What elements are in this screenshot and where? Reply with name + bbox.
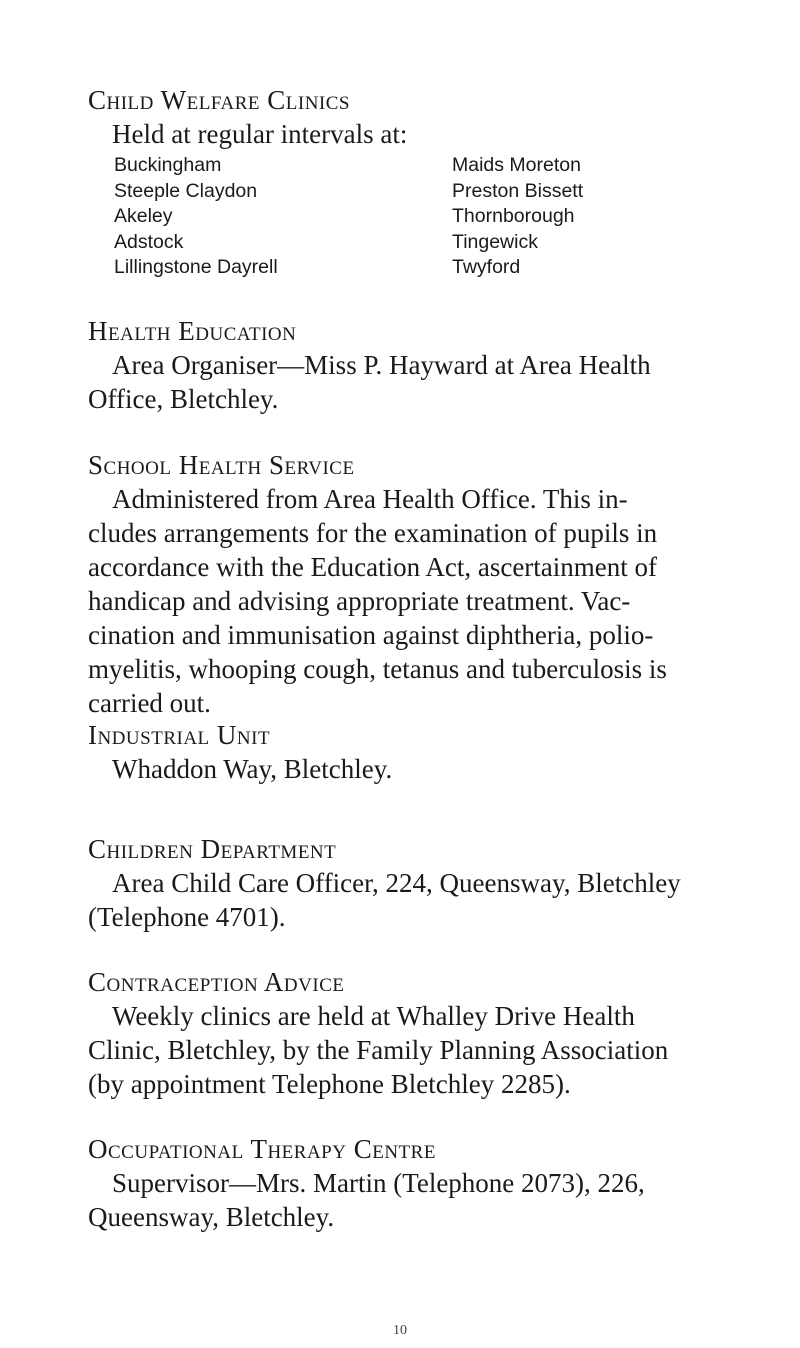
school-health-section [88, 449, 778, 720]
page-number: 10 [393, 1323, 407, 1338]
occupational-therapy-line: Supervisor—Mrs. Martin (Telephone 2073), 226, [112, 1168, 645, 1198]
contraception-advice-line: Weekly clinics are held at Whalley Drive Health [112, 1001, 635, 1031]
child-welfare-intro: Held at regular intervals at: [112, 119, 408, 149]
children-department-line: Area Child Care Officer, 224, Queensway, Bletchley [112, 868, 681, 898]
school-health-line: myelitis, whooping cough, tetanus and tuberculosis is [88, 654, 667, 684]
school-health-line: cination and immunisation against diphtheria, polio- [88, 620, 654, 650]
child-welfare-heading: Child Welfare Clinics [88, 85, 350, 115]
school-health-heading: School Health Service [88, 450, 355, 480]
school-health-line: accordance with the Education Act, ascertainment of [88, 552, 658, 582]
clinic-item: Adstock [114, 230, 184, 253]
contraception-advice-line: (by appointment Telephone Bletchley 2285). [88, 1069, 571, 1099]
clinic-item: Twyford [452, 256, 521, 278]
contraception-advice-line: Clinic, Bletchley, by the Family Planning Association [88, 1035, 669, 1065]
clinic-list-right [452, 153, 732, 281]
school-health-line: carried out. [88, 688, 211, 718]
clinic-item: Preston Bissett [452, 179, 584, 202]
health-education-line: Area Organiser—Miss P. Hayward at Area Health [112, 350, 651, 380]
industrial-unit-text: Whaddon Way, Bletchley. [112, 754, 393, 784]
occupational-therapy-text [88, 1166, 778, 1234]
health-education-line: Office, Bletchley. [88, 384, 279, 414]
health-education-section [88, 315, 778, 416]
occupational-therapy-heading: Occupational Therapy Centre [88, 1134, 436, 1164]
health-education-heading: Health Education [88, 316, 297, 346]
occupational-therapy-line: Queensway, Bletchley. [88, 1202, 335, 1232]
occupational-therapy-section [88, 1133, 778, 1234]
clinic-list [88, 153, 778, 281]
children-department-heading: Children Department [88, 834, 337, 864]
children-department-section [88, 833, 778, 934]
industrial-unit-heading: Industrial Unit [88, 720, 271, 750]
children-department-line: (Telephone 4701). [88, 902, 286, 932]
school-health-line: handicap and advising appropriate treatment. Vac- [88, 586, 631, 616]
contraception-advice-section [88, 966, 778, 1101]
contraception-advice-heading: Contraception Advice [88, 967, 345, 997]
clinic-item: Lillingstone Dayrell [114, 256, 278, 278]
school-health-text [88, 482, 778, 720]
clinic-item: Thornborough [452, 205, 575, 227]
clinic-item: Tingewick [452, 230, 538, 253]
school-health-line: Administered from Area Health Office. This in- [112, 484, 628, 514]
clinic-item: Steeple Claydon [114, 179, 258, 202]
clinic-item: Buckingham [114, 154, 222, 176]
health-education-text [88, 348, 778, 416]
school-health-line: cludes arrangements for the examination of pupils in [88, 518, 658, 548]
clinic-item: Akeley [114, 205, 173, 227]
child-welfare-section [88, 84, 778, 281]
clinic-item: Maids Moreton [452, 154, 581, 176]
children-department-text [88, 866, 778, 934]
clinic-list-left [114, 153, 452, 281]
contraception-advice-text [88, 999, 778, 1101]
industrial-unit-section [88, 719, 778, 786]
